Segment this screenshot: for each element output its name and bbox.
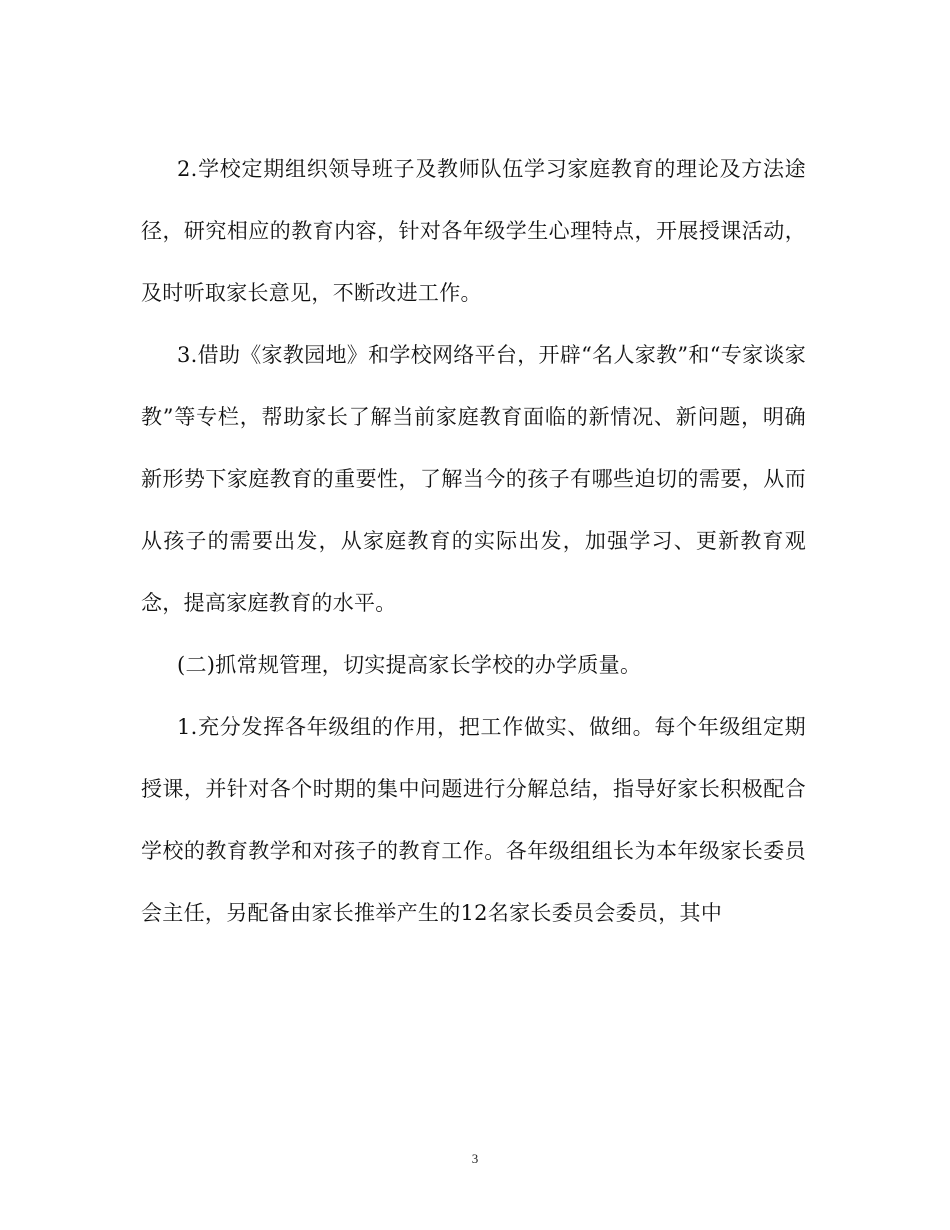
paragraph-online-platform: 3.借助《家教园地》和学校网络平台，开辟“名人家教”和“专家谈家教”等专栏，帮助家长了解当前家庭教育面临的新情况、新问题，明确新形势下家庭教育的重要性，了解当今的孩子有哪些迫切的需要，从而从孩子的需要出发，从家庭教育的实际出发，加强学习、更新教育观念，提高家庭教育的水平。 bbox=[141, 343, 806, 615]
paragraph-grade-groups: 1.充分发挥各年级组的作用，把工作做实、做细。每个年级组定期授课，并针对各个时期的集中问题进行分解总结，指导好家长积极配合学校的教育教学和对孩子的教育工作。各年级组组长为本年级家长委员会主任，另配备由家长推举产生的12名家长委员会委员，其中 bbox=[141, 715, 806, 925]
body-text bbox=[141, 138, 806, 944]
page-number: 3 bbox=[471, 1151, 479, 1166]
section-heading-routine-management: (二)抓常规管理，切实提高家长学校的办学质量。 bbox=[177, 653, 642, 677]
paragraph-teacher-training: 2.学校定期组织领导班子及教师队伍学习家庭教育的理论及方法途径，研究相应的教育内容，针对各年级学生心理特点，开展授课活动，及时听取家长意见，不断改进工作。 bbox=[141, 157, 806, 305]
